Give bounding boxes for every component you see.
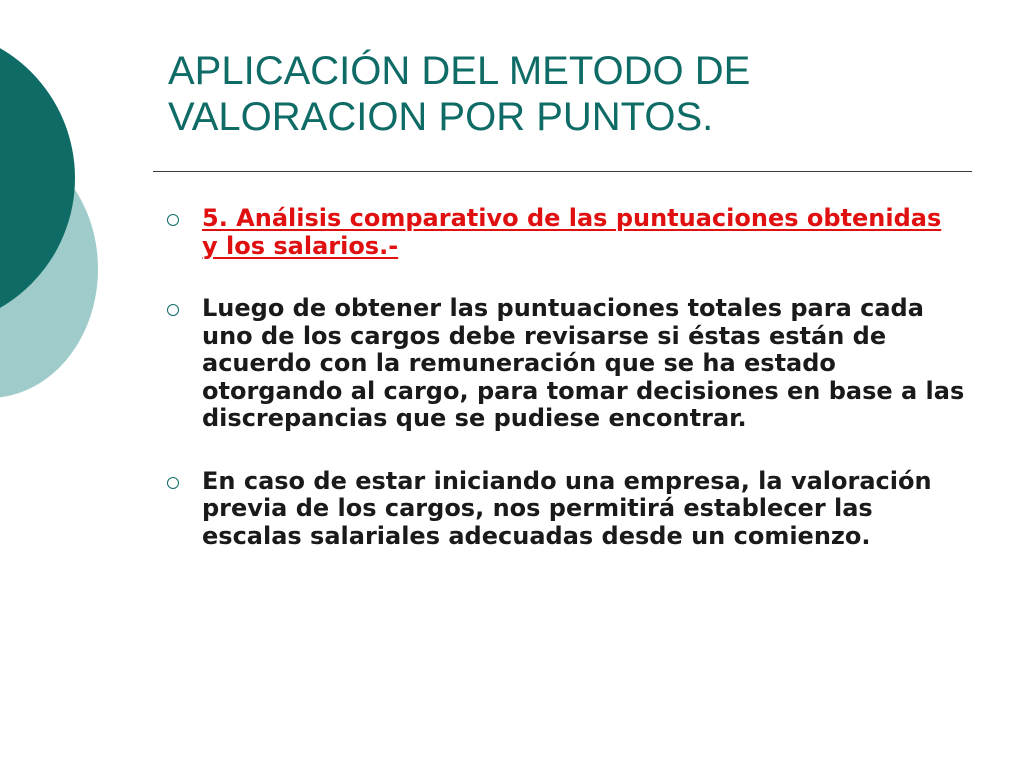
title-divider	[153, 171, 972, 172]
bullet-text: En caso de estar iniciando una empresa, la valoración previa de los cargos, nos permitirá establecer las escalas salariales adecuadas desde un comienzo.	[202, 466, 932, 550]
bullet-text: 5. Análisis comparativo de las puntuaciones obtenidas y los salarios.-	[202, 204, 942, 260]
hollow-circle-bullet-icon	[167, 214, 179, 226]
bullet-list	[165, 205, 965, 550]
bullet-item-evaluation	[165, 295, 965, 433]
bullet-item-heading	[165, 205, 965, 260]
bullet-text: Luego de obtener las puntuaciones totales para cada uno de los cargos debe revisarse si éstas están de acuerdo con la remuneración que se ha estado otorgando al cargo, para tomar decisiones en base a las discrepancias que se pudiese encontrar.	[202, 294, 965, 432]
hollow-circle-bullet-icon	[167, 304, 179, 316]
hollow-circle-bullet-icon	[167, 477, 179, 489]
slide-title: APLICACIÓN DEL METODO DE VALORACION POR PUNTOS.	[168, 49, 751, 139]
bullet-item-new-company	[165, 468, 965, 551]
